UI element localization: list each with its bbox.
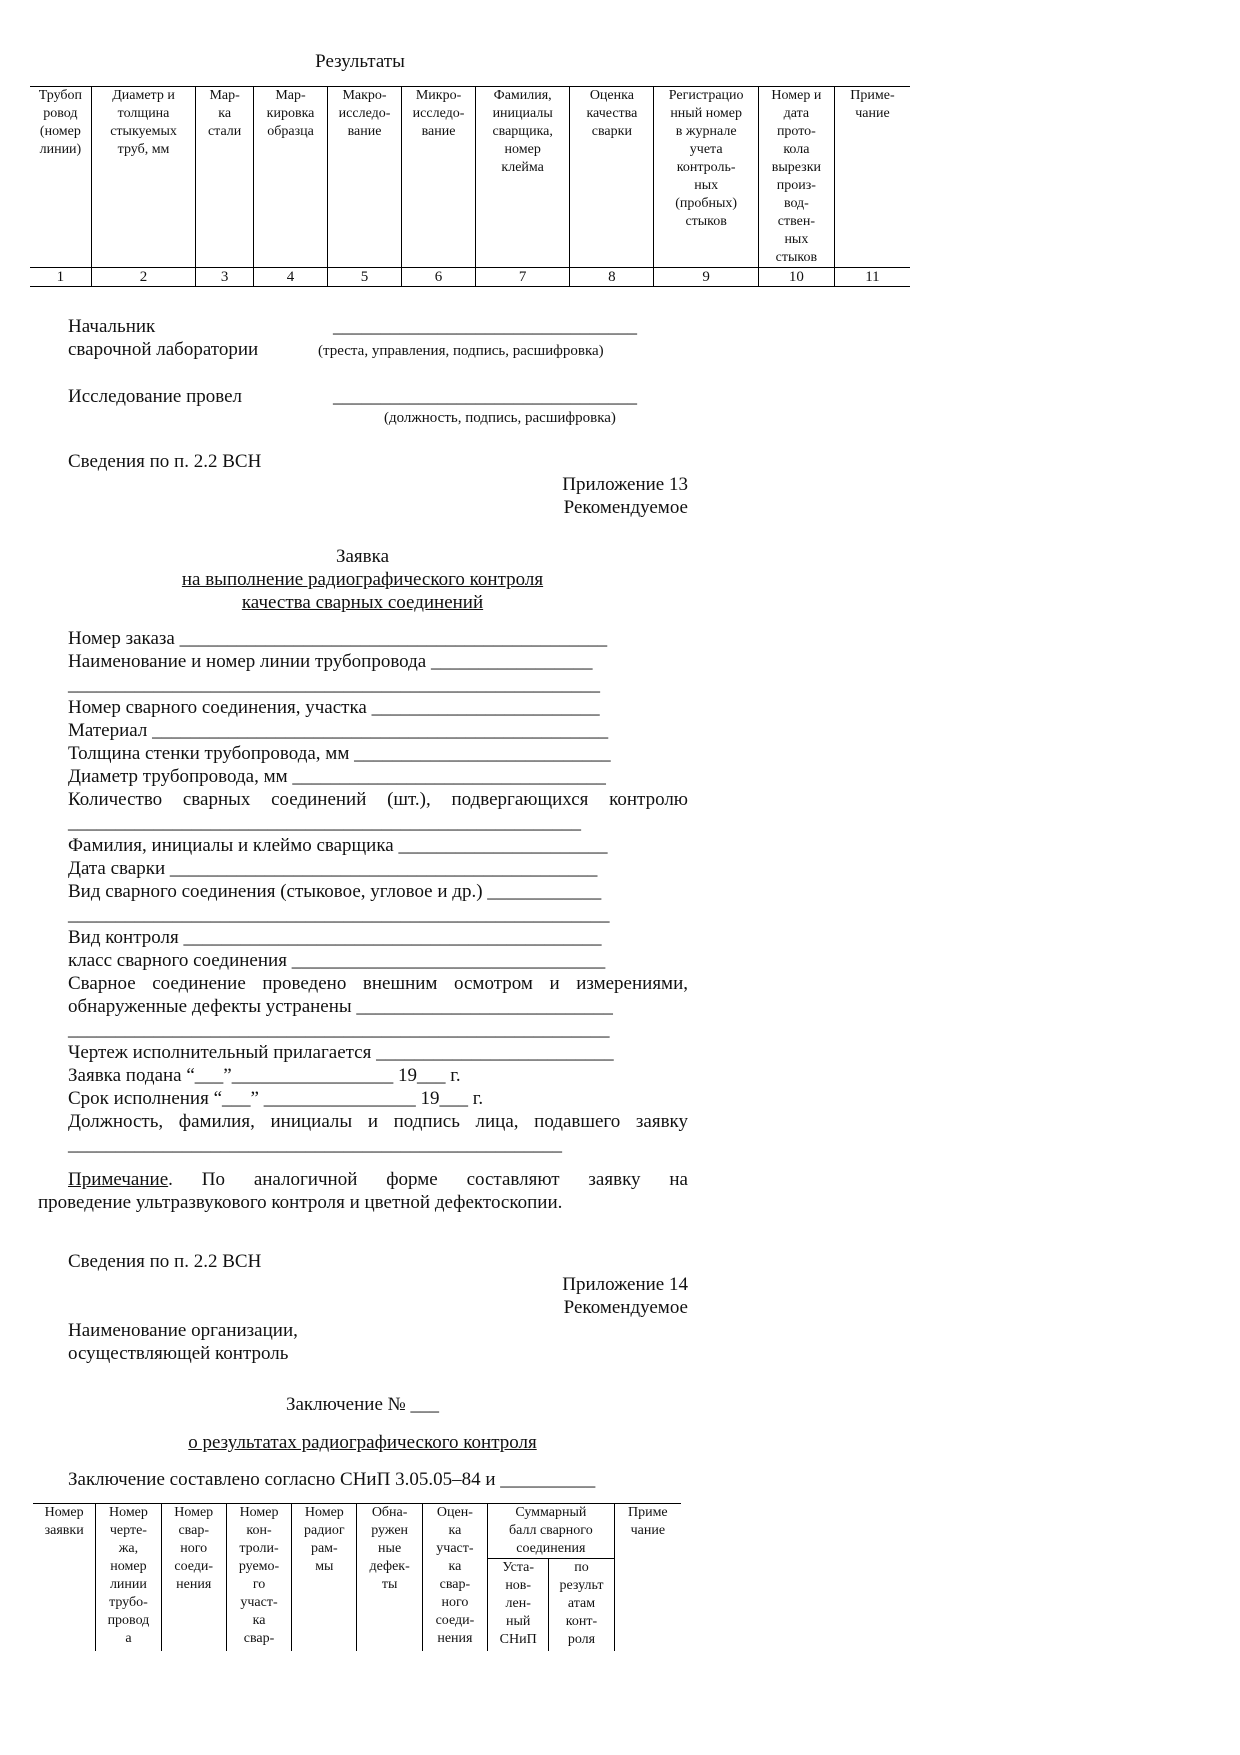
conclusion-table (33, 1503, 681, 1651)
form-diameter[interactable]: Диаметр трубопровода, мм _________________________________ (68, 766, 606, 787)
col-request: Номер заявки (33, 1504, 96, 1651)
note-label: Примечание (68, 1169, 169, 1190)
app14-info: Сведения по п. 2.2 ВСН (68, 1251, 262, 1272)
form-defects-fixed-cont[interactable]: _________________________________________________________ (68, 1019, 610, 1040)
app13-note (68, 1168, 688, 1191)
app14-recommended: Рекомендуемое (563, 1297, 688, 1318)
app14-org-2: осуществляющей контроль (68, 1343, 289, 1364)
col-num: 8 (570, 268, 654, 287)
col-drawing: Номер черте- жа, номер линии трубо- провод а (96, 1504, 161, 1651)
chief-signature-hint: (треста, управления, подпись, расшифровка) (318, 343, 604, 359)
form-control-type[interactable]: Вид контроля ____________________________________________ (68, 927, 602, 948)
app14-org-1: Наименование организации, (68, 1320, 298, 1341)
col-macro: Макро- исследо- вание (328, 87, 402, 268)
col-diameter: Диаметр и толщина стыкуемых труб, мм (91, 87, 195, 268)
form-pipeline-name[interactable]: Наименование и номер линии трубопровода _________________ (68, 651, 593, 672)
researcher-label: Исследование провел (68, 386, 243, 407)
note-text-1: . По аналогичной форме составляют заявку на (168, 1169, 688, 1190)
form-weld-date[interactable]: Дата сварки _____________________________________________ (68, 858, 598, 879)
col-defects: Обна- ружен ные дефек- ты (357, 1504, 422, 1651)
app14-title: Заключение № ___ (285, 1394, 440, 1415)
col-num: 4 (254, 268, 328, 287)
chief-label-2: сварочной лаборатории (68, 339, 259, 360)
note-text-2: проведение ультразвукового контроля и цветной дефектоскопии. (38, 1192, 563, 1213)
form-order-number[interactable]: Номер заказа _____________________________________________ (68, 628, 608, 649)
col-num: 10 (758, 268, 834, 287)
col-score-snip: Уста- нов- лен- ный СНиП (488, 1559, 549, 1651)
form-qty-label: Количество сварных соединений (шт.), подвергающихся контролю (68, 789, 688, 810)
form-material[interactable]: Материал ________________________________________________ (68, 720, 609, 741)
form-person-blank[interactable]: ____________________________________________________ (68, 1134, 562, 1155)
form-drawing-attached[interactable]: Чертеж исполнительный прилагается _________________________ (68, 1042, 614, 1063)
col-num: 2 (91, 268, 195, 287)
col-steel: Мар- ка стали (196, 87, 254, 268)
col-section-assessment: Оцен- ка участ- ка свар- ного соеди- нения (422, 1504, 487, 1651)
researcher-signature-blank[interactable]: ________________________________ (333, 386, 637, 407)
col-score-result: по результ атам конт- роля (549, 1559, 614, 1651)
form-weld-type-cont[interactable]: _________________________________________________________ (68, 904, 610, 925)
app13-subtitle-1: на выполнение радиографического контроля (181, 569, 544, 590)
form-wall-thickness[interactable]: Толщина стенки трубопровода, мм ___________________________ (68, 743, 611, 764)
col-radiogram: Номер радиог рам- мы (292, 1504, 357, 1651)
researcher-signature-hint: (должность, подпись, расшифровка) (384, 410, 616, 426)
form-deadline[interactable]: Срок исполнения “___” ________________ 19___ г. (68, 1088, 484, 1109)
form-weld-type[interactable]: Вид сварного соединения (стыковое, угловое и др.) ____________ (68, 881, 602, 902)
form-weld-number[interactable]: Номер сварного соединения, участка ________________________ (68, 697, 600, 718)
col-weld-number: Номер свар- ного соеди- нения (161, 1504, 226, 1651)
col-reg-number: Регистрацио нный номер в журнале учета контроль- ных (пробных) стыков (654, 87, 758, 268)
col-assessment: Оценка качества сварки (570, 87, 654, 268)
results-header-row (30, 87, 910, 268)
col-num: 9 (654, 268, 758, 287)
col-micro: Микро- исследо- вание (402, 87, 476, 268)
app13-subtitle-2: качества сварных соединений (241, 592, 484, 613)
col-section: Номер кон- троли- руемо- го участ- ка свар- (226, 1504, 291, 1651)
col-num: 3 (196, 268, 254, 287)
col-marking: Мар- кировка образца (254, 87, 328, 268)
col-remark: Приме чание (627, 1505, 668, 1538)
app13-recommended: Рекомендуемое (563, 497, 688, 518)
results-title: Результаты (315, 51, 405, 72)
col-welder: Фамилия, инициалы сварщика, номер клейма (476, 87, 570, 268)
form-weld-class[interactable]: класс сварного соединения _________________________________ (68, 950, 606, 971)
col-total-score: Суммарный балл сварного соединения (488, 1504, 615, 1559)
form-qty-blank[interactable]: ______________________________________________________ (68, 812, 581, 833)
col-pipeline: Трубоп ровод (номер линии) (30, 87, 91, 268)
col-num: 7 (476, 268, 570, 287)
form-pipeline-name-cont[interactable]: ________________________________________________________ (68, 674, 600, 695)
app13-title: Заявка (335, 546, 390, 567)
form-inspection-label: Сварное соединение проведено внешним осмотром и измерениями, (68, 973, 688, 994)
results-number-row (30, 268, 910, 287)
col-note: Приме- чание (850, 88, 895, 121)
app13-info: Сведения по п. 2.2 ВСН (68, 451, 262, 472)
col-protocol: Номер и дата прото- кола вырезки произ- вод- ствен- ных стыков (758, 87, 834, 268)
col-num: 11 (865, 269, 880, 285)
col-num: 1 (30, 268, 91, 287)
chief-label-1: Начальник (68, 316, 156, 337)
form-defects-fixed[interactable]: обнаруженные дефекты устранены ___________________________ (68, 996, 613, 1017)
app14-subtitle: о результатах радиографического контроля (188, 1432, 537, 1453)
app14-basis[interactable]: Заключение составлено согласно СНиП 3.05.05–84 и __________ (68, 1469, 596, 1490)
app13-appendix: Приложение 13 (562, 474, 688, 495)
results-table (30, 86, 910, 287)
col-num: 6 (402, 268, 476, 287)
form-person-label: Должность, фамилия, инициалы и подпись лица, подавшего заявку (68, 1111, 688, 1132)
chief-signature-blank[interactable]: ________________________________ (333, 316, 637, 337)
form-submitted-date[interactable]: Заявка подана “___”_________________ 19___ г. (68, 1065, 461, 1086)
conclusion-header-row (33, 1504, 681, 1559)
col-num: 5 (328, 268, 402, 287)
app14-appendix: Приложение 14 (562, 1274, 688, 1295)
form-welder[interactable]: Фамилия, инициалы и клеймо сварщика ______________________ (68, 835, 608, 856)
